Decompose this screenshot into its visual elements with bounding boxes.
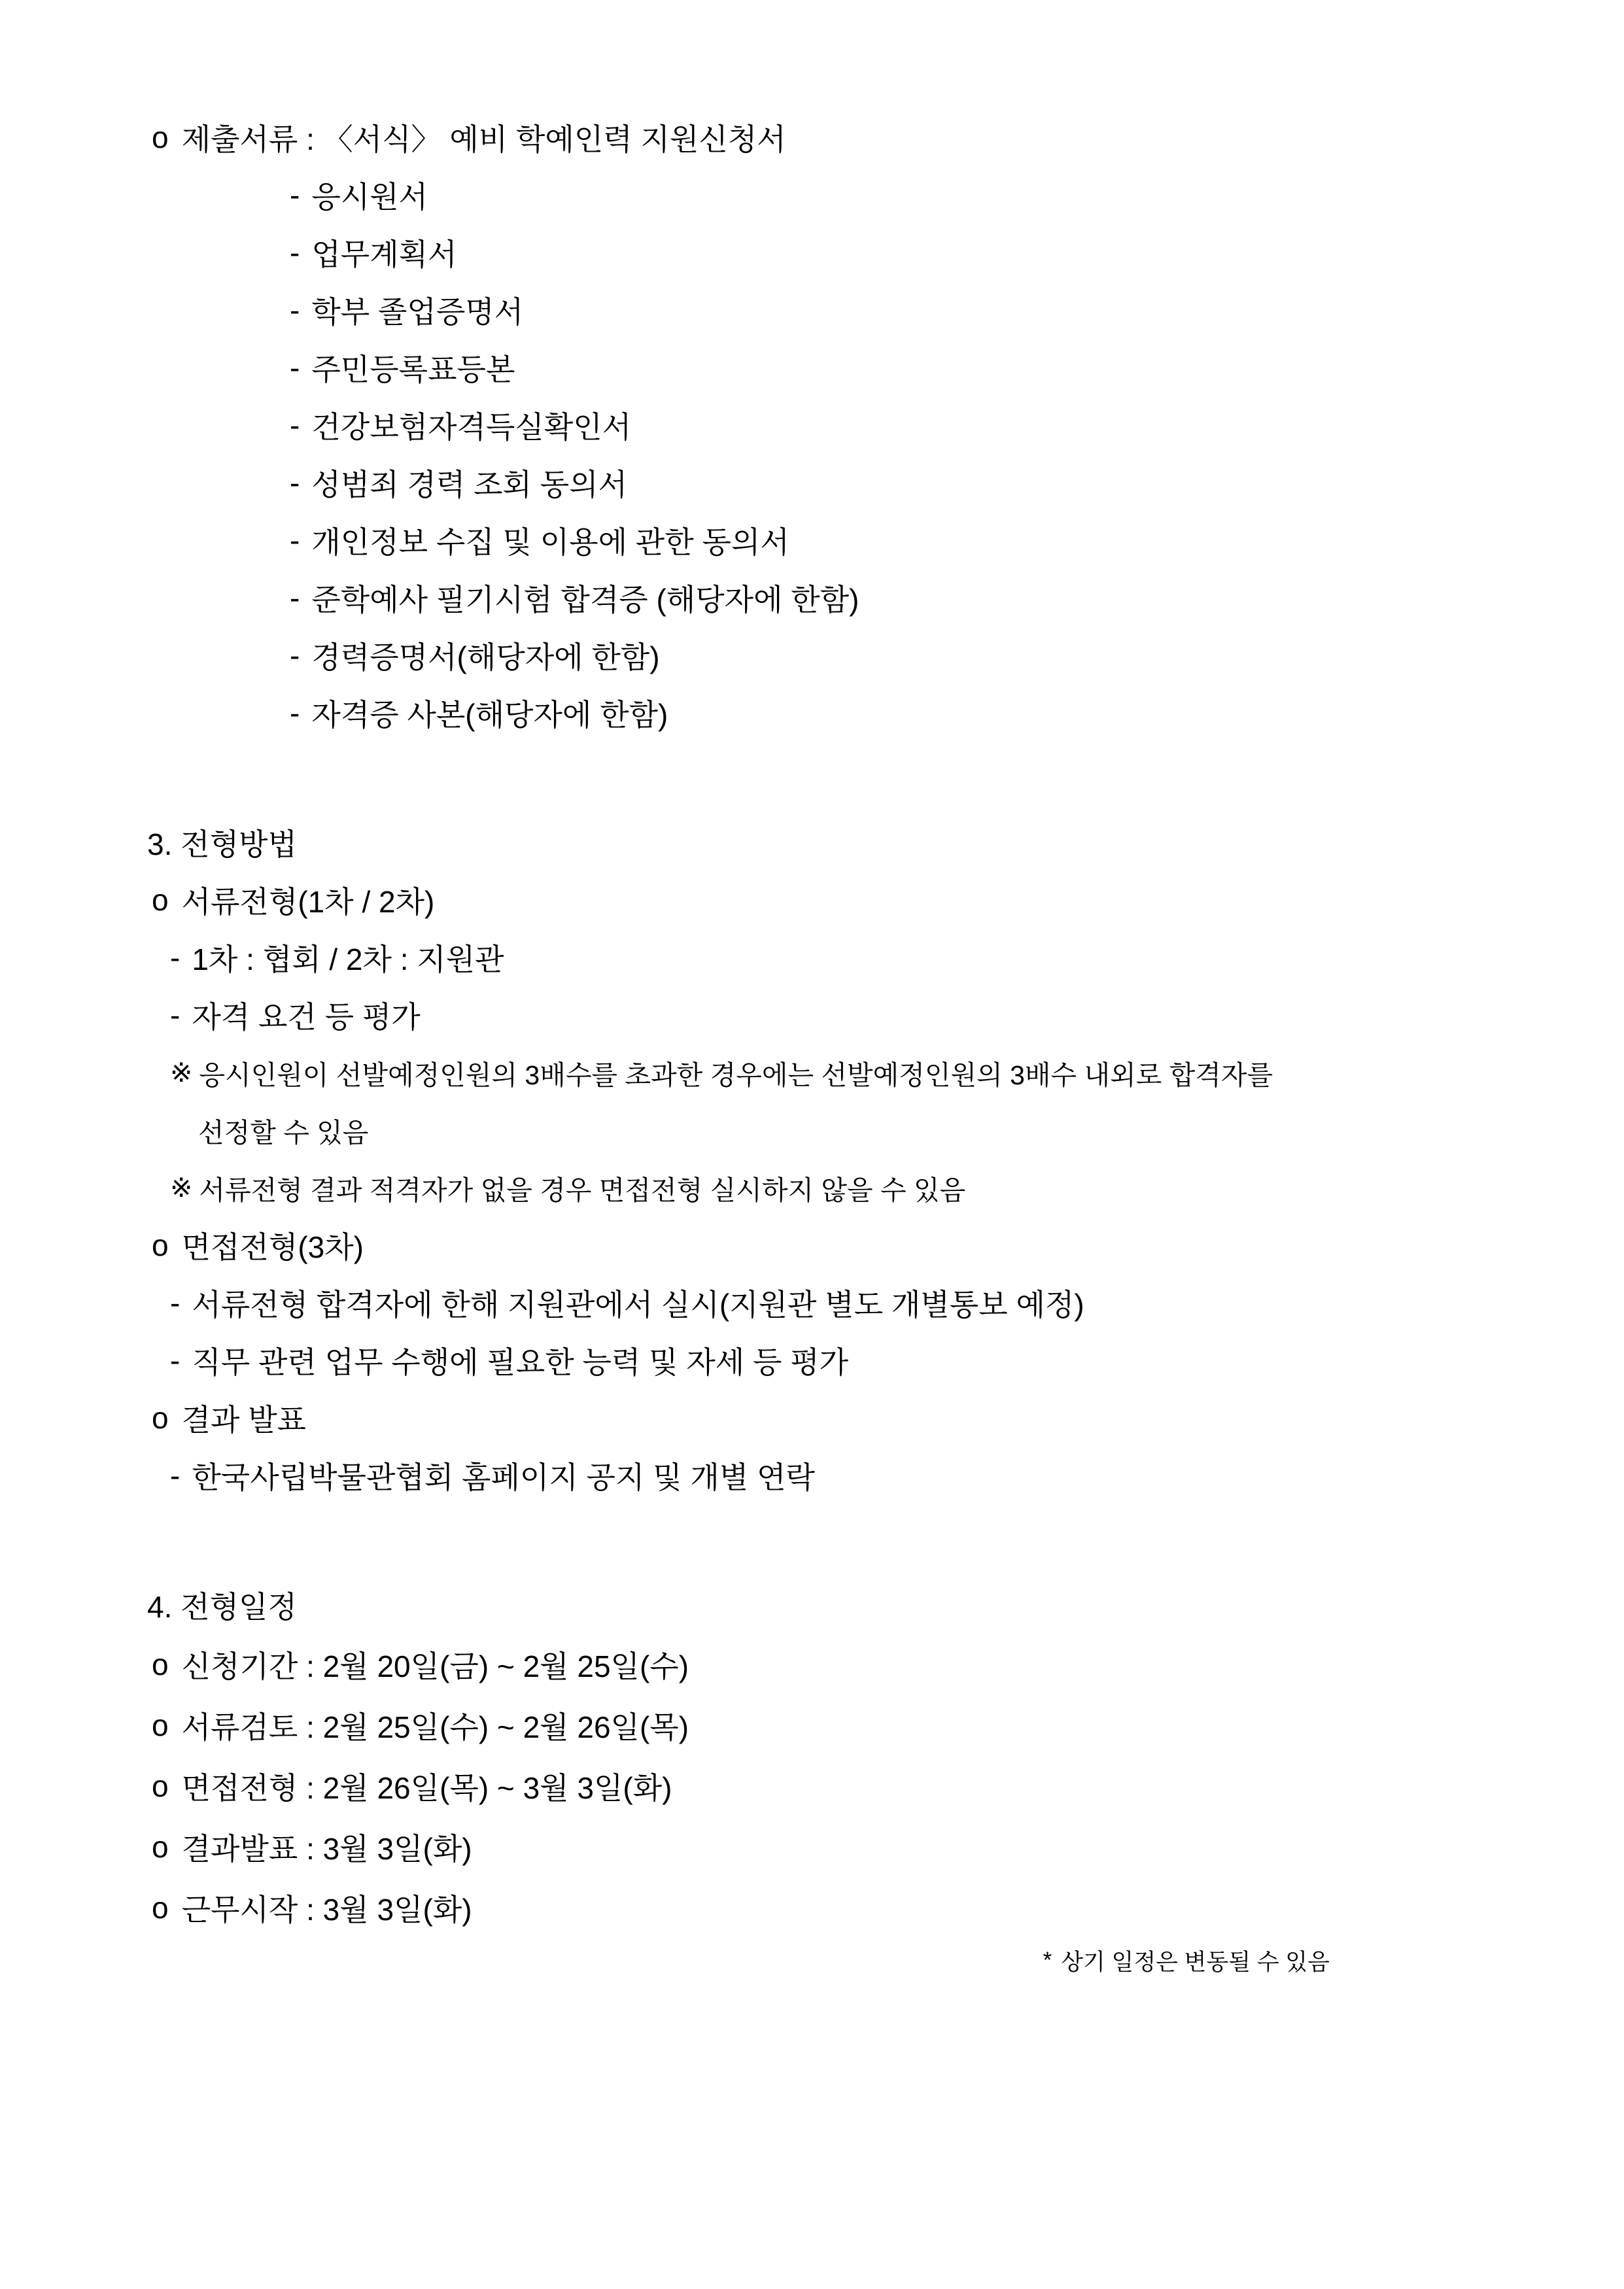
schedule-item-text: 신청기간 : 2월 20일(금) ~ 2월 25일(수): [181, 1649, 689, 1683]
round-detail-text: 1차 : 협회 / 2차 : 지원관: [192, 942, 504, 976]
circle-bullet: o: [152, 1829, 169, 1864]
result-detail-text: 한국사립박물관협회 홈페이지 공지 및 개별 연락: [192, 1460, 815, 1494]
doc-item: [0, 166, 1624, 224]
circle-bullet: o: [152, 1890, 169, 1925]
note-over-quota-text2: 선정할 수 있음: [198, 1117, 369, 1148]
doc-item: [0, 627, 1624, 684]
doc-item-text: 개인정보 수집 및 이용에 관한 동의서: [311, 525, 789, 559]
note-over-quota-line1: [0, 1044, 1624, 1101]
reference-mark: ※: [170, 1173, 193, 1203]
interview-screening-line: [0, 1216, 1624, 1274]
result-detail-line: [0, 1447, 1624, 1504]
doc-item: [0, 454, 1624, 511]
doc-item-text: 경력증명서(해당자에 한함): [311, 640, 660, 674]
dash-bullet: -: [170, 1343, 181, 1377]
circle-bullet: o: [152, 883, 169, 917]
asterisk-mark: *: [1043, 1948, 1052, 1973]
schedule-item: [0, 1877, 1624, 1938]
dash-bullet: -: [290, 351, 300, 385]
doc-item: [0, 339, 1624, 396]
section3-heading-text: 3. 전형방법: [147, 827, 297, 861]
result-announce-line: [0, 1389, 1624, 1447]
dash-bullet: -: [170, 1458, 181, 1492]
note-no-qualified-text: 서류전형 결과 적격자가 없을 경우 면접전형 실시하지 않을 수 있음: [199, 1175, 966, 1205]
dash-bullet: -: [290, 235, 300, 269]
dash-bullet: -: [290, 523, 300, 557]
doc-screening-text: 서류전형(1차 / 2차): [181, 885, 435, 919]
dash-bullet: -: [290, 408, 300, 442]
circle-bullet: o: [152, 1708, 169, 1742]
note-no-qualified-line: [0, 1159, 1624, 1216]
round-detail-line: [0, 929, 1624, 986]
schedule-item: [0, 1634, 1624, 1695]
dash-bullet: -: [290, 466, 300, 500]
dash-bullet: -: [290, 178, 300, 212]
doc-item-text: 성범죄 경력 조회 동의서: [311, 468, 628, 502]
eval-criteria-text: 자격 요건 등 평가: [192, 1000, 421, 1034]
doc-item-text: 자격증 사본(해당자에 한함): [311, 698, 668, 732]
doc-item: [0, 569, 1624, 627]
circle-bullet: o: [152, 1647, 169, 1681]
schedule-item: [0, 1695, 1624, 1755]
doc-item: [0, 281, 1624, 339]
submission-docs-heading: 제출서류 : 〈서식〉 예비 학예인력 지원신청서: [181, 122, 786, 156]
section4-heading-text: 4. 전형일정: [147, 1590, 297, 1624]
section3-heading: [0, 814, 1624, 871]
schedule-item-text: 면접전형 : 2월 26일(목) ~ 3월 3일(화): [181, 1770, 672, 1805]
doc-item-text: 응시원서: [311, 180, 428, 214]
note-over-quota-line2: [0, 1101, 1624, 1159]
section4-heading: [0, 1576, 1624, 1634]
schedule-item: [0, 1816, 1624, 1877]
doc-item-text: 학부 졸업증명서: [311, 295, 524, 329]
dash-bullet: -: [290, 581, 300, 615]
interview-detail-line: [0, 1332, 1624, 1389]
doc-item-text: 업무계획서: [311, 237, 457, 271]
doc-item-text: 건강보험자격득실확인서: [311, 410, 632, 444]
doc-item: [0, 396, 1624, 454]
circle-bullet: o: [152, 1401, 169, 1435]
schedule-footnote-text: 상기 일정은 변동될 수 있음: [1061, 1950, 1330, 1975]
result-announce-text: 결과 발표: [181, 1403, 307, 1437]
interview-screening-text: 면접전형(3차): [181, 1230, 364, 1264]
doc-item: [0, 511, 1624, 569]
doc-screening-line: [0, 871, 1624, 929]
doc-item: [0, 684, 1624, 742]
interview-detail-line: [0, 1274, 1624, 1332]
circle-bullet: o: [152, 1228, 169, 1262]
dash-bullet: -: [290, 293, 300, 327]
schedule-footnote: [0, 1938, 1624, 1984]
interview-detail-text: 서류전형 합격자에 한해 지원관에서 실시(지원관 별도 개별통보 예정): [192, 1288, 1084, 1322]
schedule-item: [0, 1755, 1624, 1816]
interview-detail-text: 직무 관련 업무 수행에 필요한 능력 및 자세 등 평가: [192, 1345, 849, 1379]
dash-bullet: -: [290, 638, 300, 672]
dash-bullet: -: [170, 940, 181, 974]
schedule-item-text: 근무시작 : 3월 3일(화): [181, 1892, 472, 1927]
circle-bullet: o: [152, 1768, 169, 1803]
doc-item: [0, 224, 1624, 281]
doc-item-text: 주민등록표등본: [311, 353, 515, 387]
dash-bullet: -: [170, 998, 181, 1032]
schedule-item-text: 서류검토 : 2월 25일(수) ~ 2월 26일(목): [181, 1710, 689, 1744]
dash-bullet: -: [290, 696, 300, 730]
submission-docs-line: [0, 109, 1624, 166]
doc-item-text: 준학예사 필기시험 합격증 (해당자에 한함): [311, 583, 859, 617]
circle-bullet: o: [152, 120, 169, 154]
eval-criteria-line: [0, 986, 1624, 1044]
reference-mark: ※: [170, 1058, 193, 1088]
schedule-item-text: 결과발표 : 3월 3일(화): [181, 1831, 472, 1866]
note-over-quota-text1: 응시인원이 선발예정인원의 3배수를 초과한 경우에는 선발예정인원의 3배수 내외로 합격자를: [199, 1059, 1273, 1090]
dash-bullet: -: [170, 1286, 181, 1320]
